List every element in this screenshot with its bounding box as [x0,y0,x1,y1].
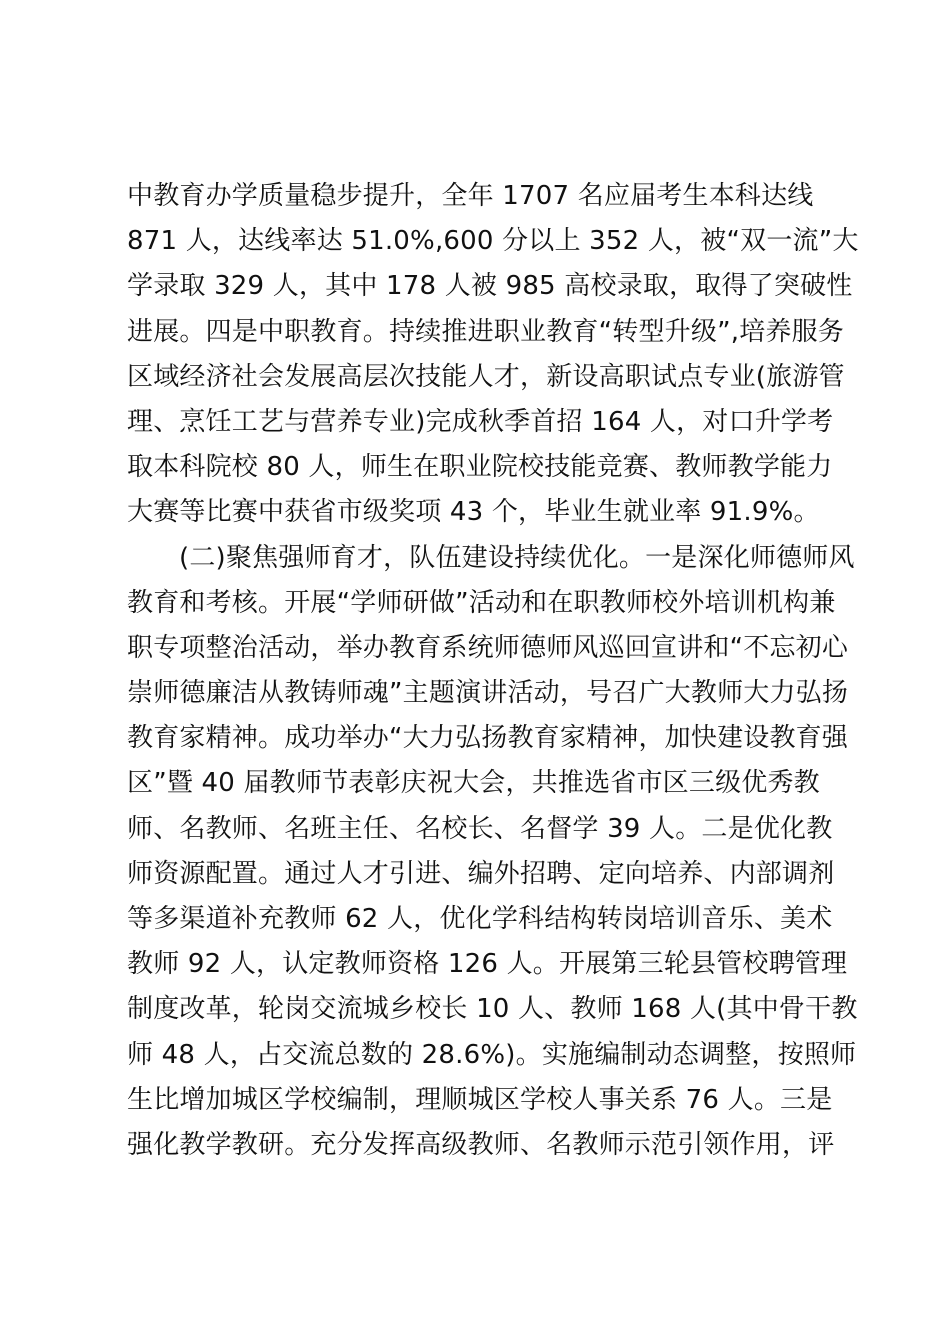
text-line: 进展。四是中职教育。持续推进职业教育“转型升级”,培养服务 [127,316,845,347]
text-line: 理、烹饪工艺与营养专业)完成秋季首招 164 人，对口升学考 [127,406,834,437]
text-line: 区”暨 40 届教师节表彰庆祝大会，共推选省市区三级优秀教 [127,768,820,799]
text-line: 职专项整治活动，举办教育系统师德师风巡回宣讲和“不忘初心 [127,632,849,663]
text-line: 学录取 329 人，其中 178 人被 985 高校录取，取得了突破性 [127,271,853,302]
text-line: 大赛等比赛中获省市级奖项 43 个，毕业生就业率 91.9%。 [127,497,820,528]
text-line: 教师 92 人，认定教师资格 126 人。开展第三轮县管校聘管理 [127,949,848,980]
text-line: 生比增加城区学校编制，理顺城区学校人事关系 76 人。三是 [127,1084,833,1115]
text-line: 等多渠道补充教师 62 人，优化学科结构转岗培训音乐、美术 [127,904,833,934]
text-line: 中教育办学质量稳步提升，全年 1707 名应届考生本科达线 [127,181,814,211]
text-line: 崇师德廉洁从教铸师魂”主题演讲活动，号召广大教师大力弘扬 [127,678,849,709]
text-line: 师资源配置。通过人才引进、编外招聘、定向培养、内部调剂 [127,858,835,889]
text-line: 871 人，达线率达 51.0%,600 分以上 352 人，被“双一流”大 [127,226,859,257]
body-text [127,174,859,1168]
text-line: 师、名教师、名班主任、名校长、名督学 39 人。二是优化教 [127,813,833,844]
text-line: 取本科院校 80 人，师生在职业院校技能竞赛、教师教学能力 [127,452,833,483]
text-line: 师 48 人，占交流总数的 28.6%)。实施编制动态调整，按照师 [127,1039,857,1070]
text-line: 区域经济社会发展高层次技能人才，新设高职试点专业(旅游管 [127,361,845,392]
paragraph-heading-line: (二)聚焦强师育才，队伍建设持续优化。一是深化师德师风 [179,542,855,573]
text-line: 强化教学教研。充分发挥高级教师、名教师示范引领作用，评 [127,1129,835,1160]
text-line: 教育和考核。开展“学师研做”活动和在职教师校外培训机构兼 [127,587,836,618]
text-line: 制度改革，轮岗交流城乡校长 10 人、教师 168 人(其中骨干教 [127,994,858,1025]
text-line: 教育家精神。成功举办“大力弘扬教育家精神，加快建设教育强 [127,723,849,754]
